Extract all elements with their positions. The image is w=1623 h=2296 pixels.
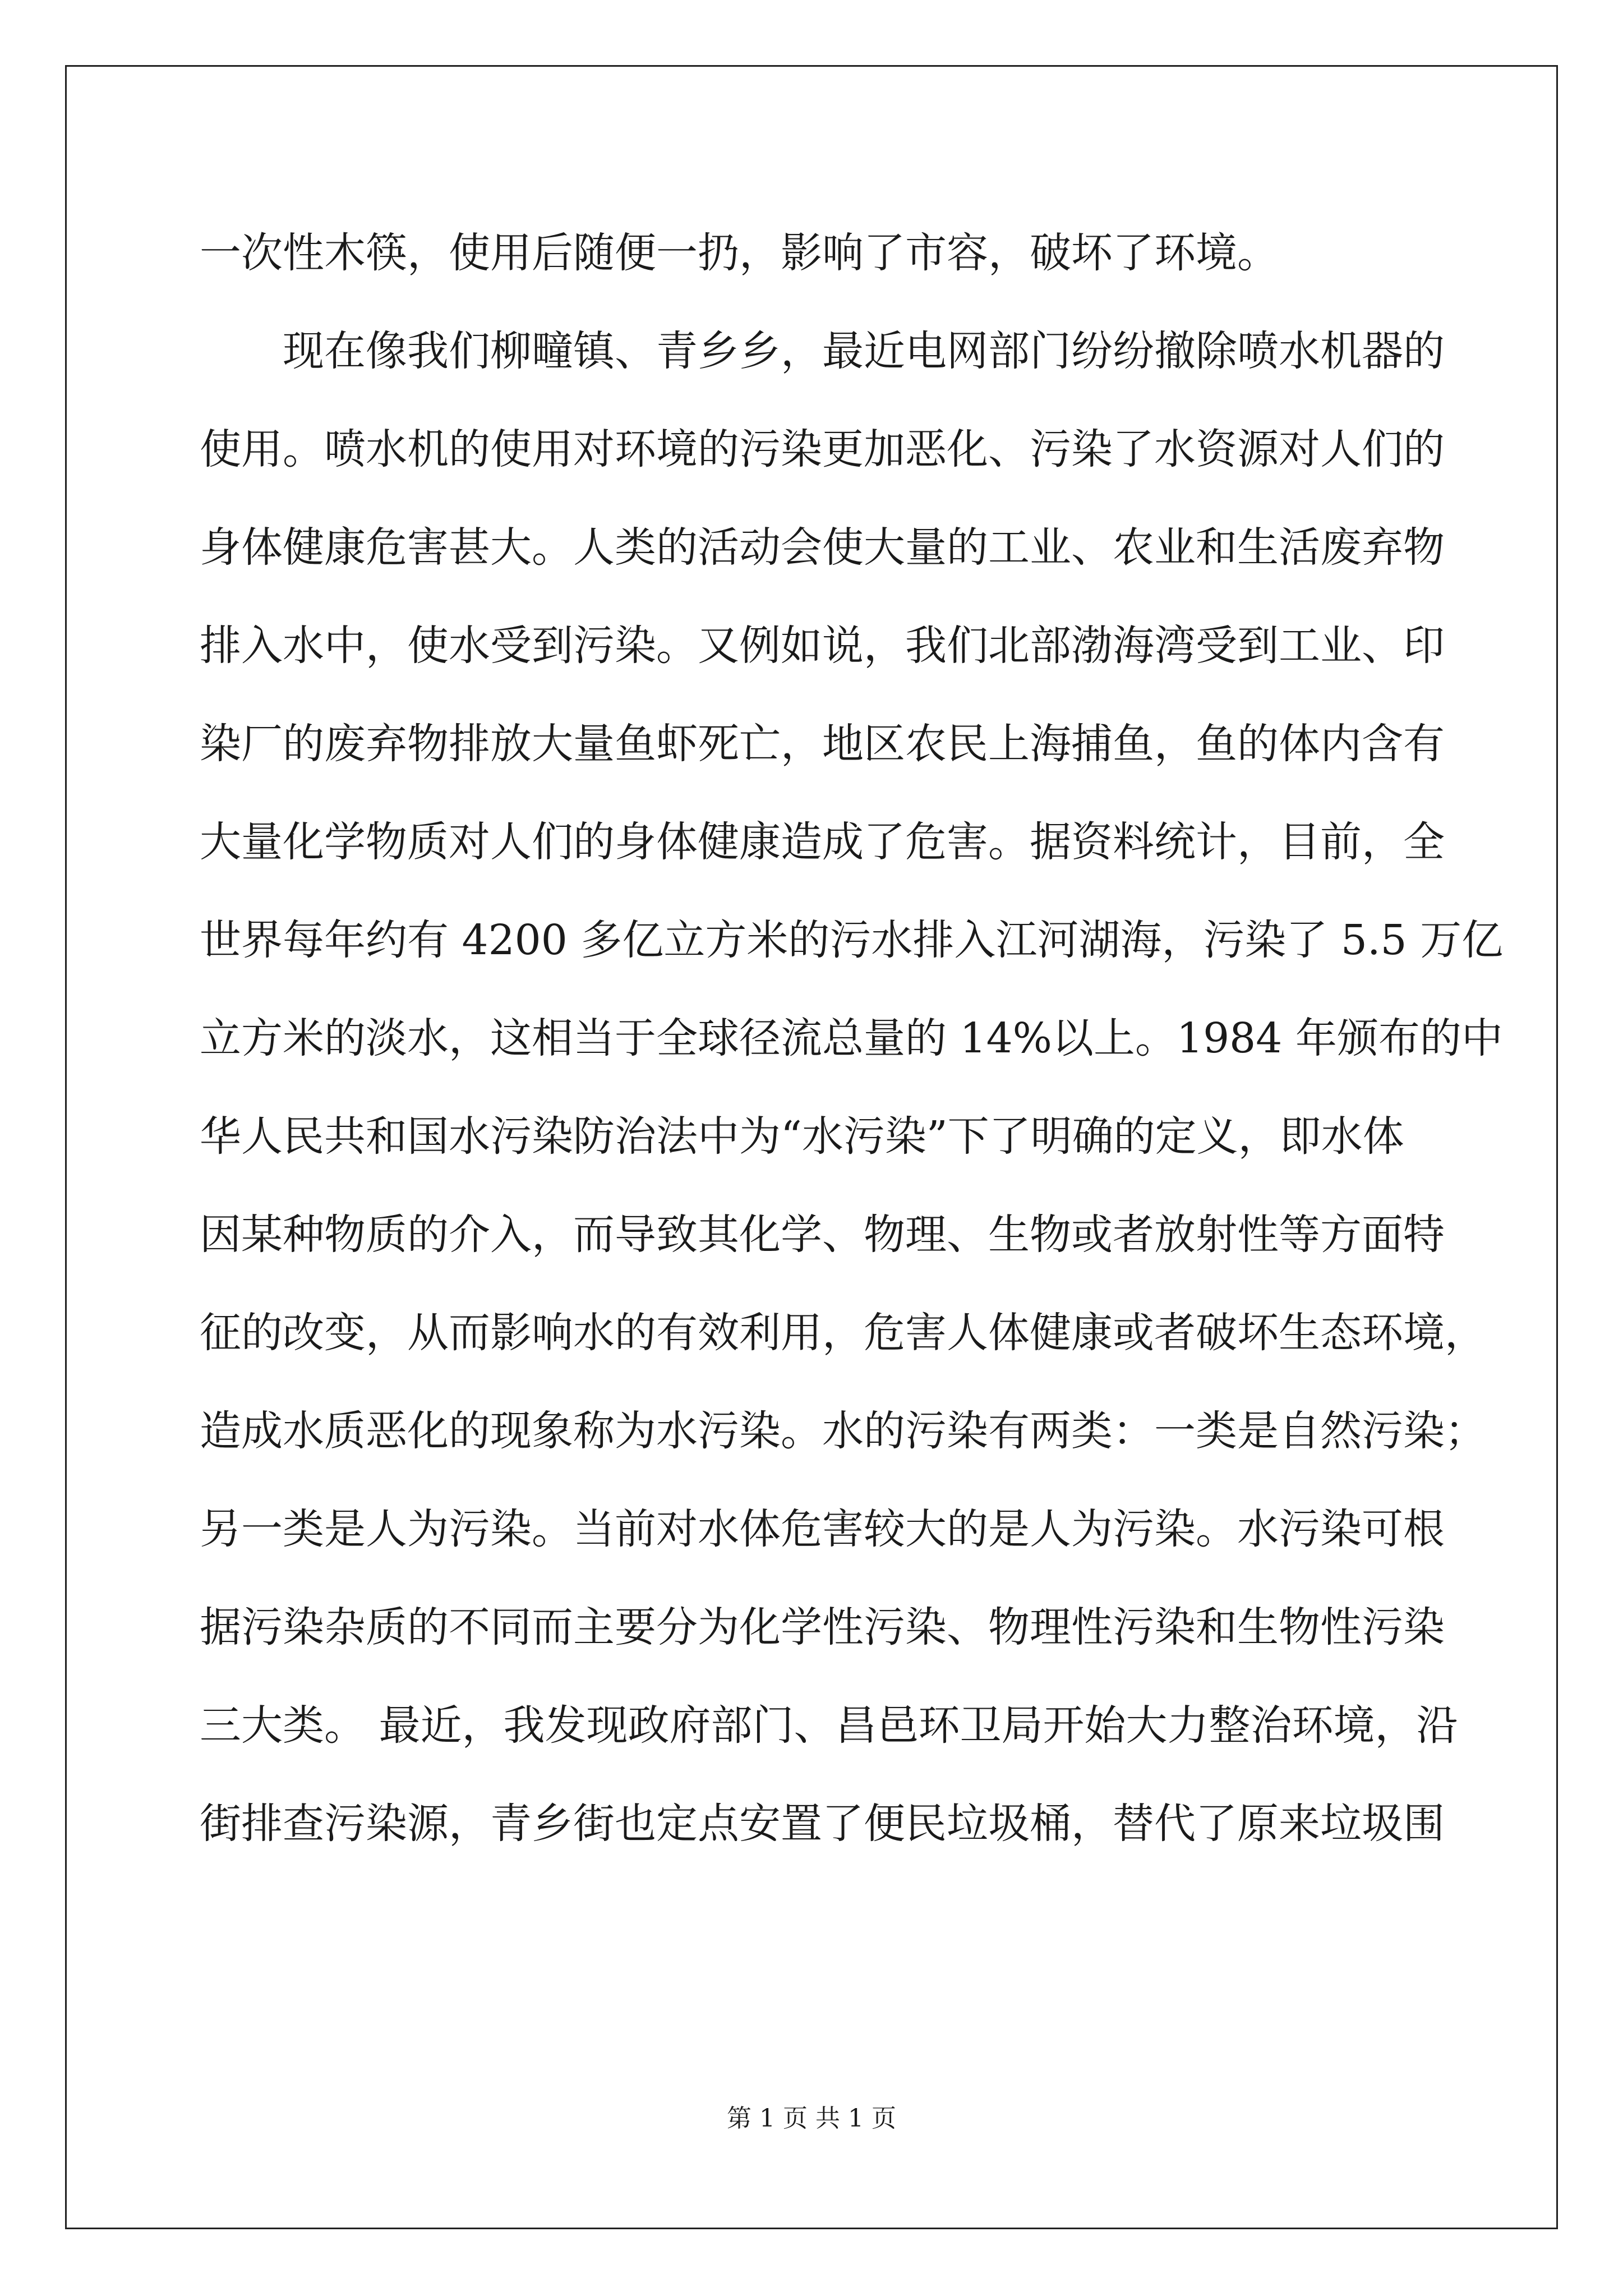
- text-line: 大量化学物质对人们的身体健康造成了危害。据资料统计，目前，全: [200, 818, 1445, 866]
- text-line: 使用。喷水机的使用对环境的污染更加恶化、污染了水资源对人们的: [200, 425, 1445, 473]
- text-line: 三大类。 最近，我发现政府部门、昌邑环卫局开始大力整治环境，沿: [200, 1701, 1458, 1750]
- text-line: 造成水质恶化的现象称为水污染。水的污染有两类：一类是自然污染；: [200, 1407, 1486, 1455]
- text-line: 另一类是人为污染。当前对水体危害较大的是人为污染。水污染可根: [200, 1505, 1445, 1553]
- text-line: 据污染杂质的不同而主要分为化学性污染、物理性污染和生物性污染: [200, 1603, 1445, 1651]
- text-line: 身体健康危害甚大。人类的活动会使大量的工业、农业和生活废弃物: [200, 523, 1445, 572]
- document-body: [200, 204, 1504, 1873]
- text-line: 一次性木筷，使用后随便一扔，影响了市容，破坏了环境。: [200, 229, 1279, 277]
- text-line: 因某种物质的介入，而导致其化学、物理、生物或者放射性等方面特: [200, 1211, 1445, 1259]
- text-line: 华人民共和国水污染防治法中为“水污染”下了明确的定义，即水体: [200, 1112, 1404, 1161]
- text-line: 征的改变，从而影响水的有效利用，危害人体健康或者破坏生态环境，: [200, 1309, 1486, 1357]
- text-line: 立方米的淡水，这相当于全球径流总量的 14%以上。1984 年颁布的中: [200, 1014, 1503, 1062]
- text-line: 现在像我们柳疃镇、青乡乡，最近电网部门纷纷撤除喷水机器的: [283, 327, 1445, 375]
- text-line: 染厂的废弃物排放大量鱼虾死亡，地区农民上海捕鱼，鱼的体内含有: [200, 720, 1445, 768]
- text-line: 街排查污染源，青乡街也定点安置了便民垃圾桶，替代了原来垃圾围: [200, 1800, 1445, 1848]
- text-line: 世界每年约有 4200 多亿立方米的污水排入江河湖海，污染了 5.5 万亿: [200, 916, 1504, 964]
- text-line: 排入水中，使水受到污染。又例如说，我们北部渤海湾受到工业、印: [200, 622, 1445, 670]
- page-footer: 第 1 页 共 1 页: [727, 2104, 896, 2133]
